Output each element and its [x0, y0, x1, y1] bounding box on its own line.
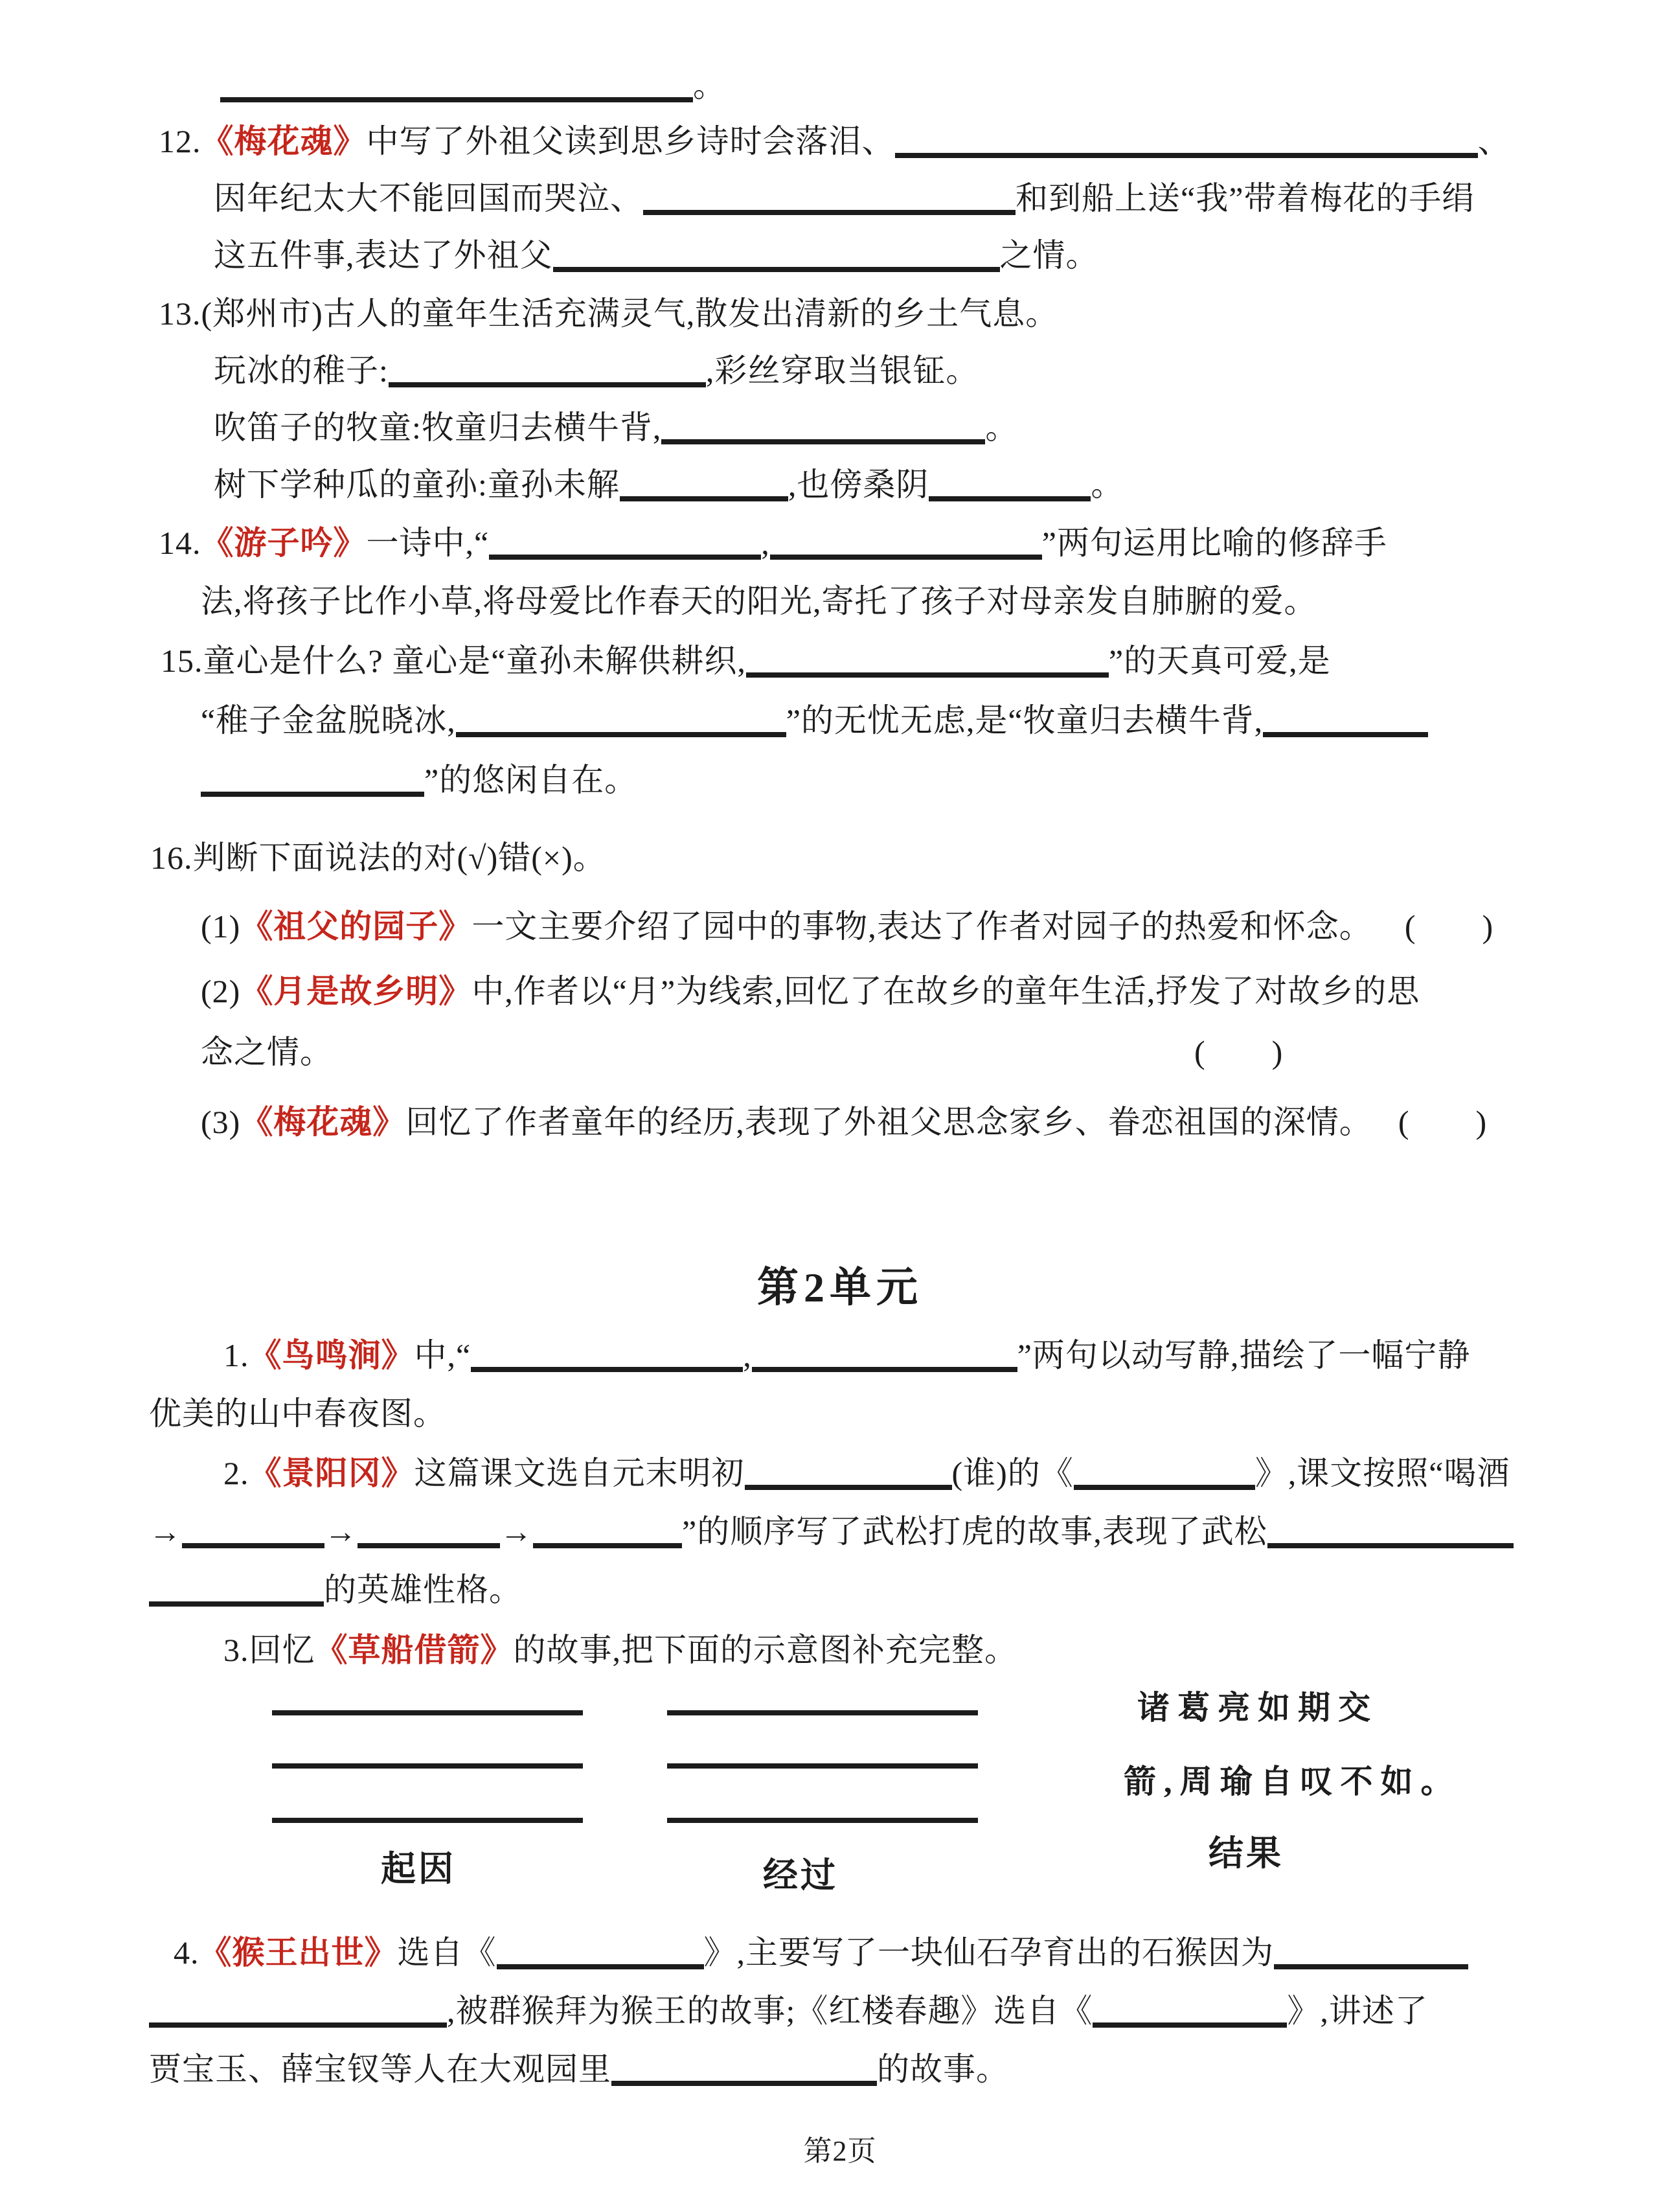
unit2-question-2-line-3 — [149, 1569, 522, 1611]
diagram-blank-line — [272, 1763, 583, 1769]
blank-underline — [1093, 2012, 1287, 2028]
diagram-blank-line — [272, 1818, 583, 1823]
text-run: , — [761, 525, 770, 561]
text-run: 。 — [1091, 466, 1124, 503]
blank-underline — [471, 1357, 743, 1372]
answer-paren: ( ) — [1194, 1034, 1284, 1070]
diagram-blank-line — [667, 1710, 978, 1715]
blank-underline — [389, 372, 706, 387]
text-run: 2. — [223, 1455, 249, 1491]
question-15-line-2 — [201, 700, 1428, 742]
text-run: → — [324, 1513, 358, 1550]
text-run: 15.童心是什么? 童心是“童孙未解供耕织, — [161, 643, 746, 679]
answer-paren: ( ) — [1398, 1104, 1488, 1140]
question-12-line-3 — [214, 235, 1099, 277]
diagram-result-text: 诸葛亮如期交 — [1137, 1690, 1378, 1726]
blank-underline — [358, 1533, 500, 1548]
text-run: 这五件事,表达了外祖父 — [214, 237, 553, 273]
spacer — [1372, 1132, 1398, 1133]
text-run: 》,主要写了一块仙石孕育出的石猴因为 — [703, 1934, 1274, 1971]
question-12-line-2 — [214, 178, 1475, 220]
text-run: (谁)的《 — [951, 1455, 1074, 1491]
text-run: 一文主要介绍了园中的事物,表达了作者对园子的热爱和怀念。 — [471, 908, 1372, 945]
unit2-question-3-stem — [223, 1629, 1017, 1671]
unit2-question-1-line-1 — [223, 1335, 1470, 1377]
unit2-question-4-line-2 — [149, 1990, 1428, 2032]
book-title: 《梅花魂》 — [240, 1104, 406, 1140]
text-run: ,被群猴拜为猴王的故事;《红楼春趣》选自《 — [447, 1993, 1093, 2029]
blank-underline — [489, 544, 761, 560]
blank-underline — [149, 1591, 324, 1607]
text-run: 4. — [174, 1934, 199, 1971]
text-run: 因年纪太大不能回国而哭泣、 — [214, 180, 643, 216]
unit2-question-2-line-1 — [223, 1452, 1510, 1495]
text-run: 中写了外祖父读到思乡诗时会落泪、 — [366, 123, 895, 159]
unit-heading — [0, 1261, 1680, 1314]
unit2-question-4-line-3 — [149, 2048, 1009, 2091]
diagram-label: 经过 — [763, 1856, 838, 1895]
text-run: 的故事。 — [877, 2051, 1009, 2087]
answer-paren: ( ) — [1404, 908, 1494, 945]
unit2-question-1-line-2 — [149, 1393, 446, 1435]
question-15-line-3 — [201, 759, 637, 801]
text-run: 法,将孩子比作小草,将母爱比作春天的阳光,寄托了孩子对母亲发自肺腑的爱。 — [201, 583, 1317, 619]
text-run: 回忆了作者童年的经历,表现了外祖父思念家乡、眷恋祖国的深情。 — [405, 1104, 1372, 1140]
text-run: ,彩丝穿取当银钲。 — [705, 352, 979, 389]
question-16-item-3 — [201, 1101, 1487, 1143]
text-run: 玩冰的稚子: — [214, 352, 389, 389]
question-14-line-2 — [201, 580, 1317, 623]
question-16-item-2 — [201, 970, 1420, 1013]
question-14-line-1 — [159, 522, 1387, 564]
text-run: 。 — [693, 67, 726, 104]
blank-underline — [895, 143, 1478, 158]
book-title: 《祖父的园子》 — [240, 908, 472, 945]
text-run: 13.(郑州市)古人的童年生活充满灵气,散发出清新的乡土气息。 — [159, 295, 1059, 332]
book-title: 《梅花魂》 — [201, 123, 367, 159]
question-13-line-1 — [159, 293, 1058, 335]
text-run: 树下学种瓜的童孙:童孙未解 — [214, 466, 620, 503]
blank-underline — [456, 722, 786, 737]
blank-underline — [1263, 722, 1428, 737]
blank-underline — [929, 486, 1091, 501]
text-run: 和到船上送“我”带着梅花的手绢 — [1016, 180, 1475, 216]
diagram-result-text: 箭,周瑜自叹不如。 — [1124, 1763, 1461, 1800]
text-run: 的故事,把下面的示意图补充完整。 — [513, 1632, 1017, 1668]
question-13-line-4 — [214, 464, 1124, 506]
text-run: 念之情。 — [201, 1034, 333, 1070]
blank-underline — [611, 2070, 877, 2086]
blank-underline — [1267, 1533, 1514, 1548]
blank-underline — [182, 1533, 324, 1548]
book-title: 《草船借箭》 — [315, 1632, 514, 1668]
text-run: 优美的山中春夜图。 — [149, 1395, 446, 1432]
text-run: , — [743, 1337, 752, 1373]
text-run: ,也傍桑阴 — [788, 466, 929, 503]
text-run: “稚子金盆脱晓冰, — [201, 702, 456, 739]
question-16-stem — [150, 837, 606, 879]
text-run: ”两句以动写静,描绘了一幅宁静 — [1017, 1337, 1471, 1373]
text-run: 12. — [159, 123, 201, 159]
blank-underline — [770, 544, 1042, 560]
blank-underline — [201, 781, 424, 797]
text-run: 贾宝玉、薛宝钗等人在大观园里 — [149, 2051, 611, 2087]
question-12-line-1 — [159, 120, 1511, 163]
blank-underline — [752, 1357, 1017, 1372]
blank-underline — [533, 1533, 682, 1548]
blank-underline — [553, 257, 1000, 272]
text-run: ”两句运用比喻的修辞手 — [1041, 525, 1387, 561]
blank-underline — [1274, 1954, 1468, 1969]
text-run: 16.判断下面说法的对(√)错(×)。 — [150, 840, 606, 876]
book-title: 《游子吟》 — [201, 525, 367, 561]
unit2-question-2-line-2 — [149, 1511, 1514, 1553]
book-title: 《景阳冈》 — [249, 1455, 414, 1491]
question-13-line-3 — [214, 407, 1018, 449]
blank-underline — [746, 662, 1109, 678]
text-run: 中,“ — [414, 1337, 471, 1373]
diagram-blank-line — [667, 1818, 978, 1823]
text-run: ”的无忧无虑,是“牧童归去横牛背, — [786, 702, 1264, 739]
text-run: 这篇课文选自元末明初 — [414, 1455, 745, 1491]
blank-underline — [149, 2012, 447, 2028]
blank-underline — [745, 1474, 952, 1490]
book-title: 《月是故乡明》 — [240, 973, 472, 1009]
question-13-line-2 — [214, 350, 979, 392]
text-run: → — [149, 1513, 182, 1550]
blank-underline — [220, 87, 693, 102]
text-run: 。 — [985, 409, 1019, 446]
text-run: → — [500, 1513, 533, 1550]
text-run: (3) — [201, 1104, 241, 1140]
text-run: 》,讲述了 — [1287, 1993, 1428, 2029]
diagram-label: 结果 — [1209, 1834, 1284, 1873]
text-run: 》,课文按照“喝酒 — [1254, 1455, 1510, 1491]
text-run: ”的顺序写了武松打虎的故事,表现了武松 — [682, 1513, 1267, 1550]
blank-underline — [1074, 1474, 1255, 1490]
blank-underline — [661, 429, 985, 444]
book-title: 《猴王出世》 — [199, 1934, 398, 1971]
spacer — [333, 1062, 1194, 1063]
unit2-question-4-line-1 — [174, 1932, 1468, 1974]
text-run: (2) — [201, 973, 241, 1009]
question-16-item-2-cont — [201, 1031, 1283, 1073]
text-run: 中,作者以“月”为线索,回忆了在故乡的童年生活,抒发了对故乡的思 — [471, 973, 1420, 1009]
text-run: 吹笛子的牧童:牧童归去横牛背, — [214, 409, 662, 446]
text-run: 3.回忆 — [223, 1632, 315, 1668]
text-run: ”的悠闲自在。 — [424, 762, 638, 798]
blank-underline — [643, 200, 1016, 215]
question-16-item-1 — [201, 906, 1493, 948]
book-title: 《鸟鸣涧》 — [249, 1337, 414, 1373]
text-run: 14. — [159, 525, 201, 561]
leftover-blank-line — [220, 65, 726, 107]
diagram-blank-line — [667, 1763, 978, 1769]
page-number: 第2页 — [803, 2135, 877, 2167]
blank-underline — [620, 486, 788, 501]
text-run: 1. — [223, 1337, 249, 1373]
diagram-label: 起因 — [381, 1850, 456, 1888]
text-run: ”的天真可爱,是 — [1108, 643, 1331, 679]
question-15-line-1 — [161, 640, 1331, 682]
text-run: 、 — [1477, 123, 1511, 159]
text-run: 一诗中,“ — [366, 525, 490, 561]
text-run: 选自《 — [397, 1934, 497, 1971]
text-run: (1) — [201, 908, 241, 945]
diagram-blank-line — [272, 1710, 583, 1715]
text-run: 之情。 — [999, 237, 1099, 273]
text-run: 的英雄性格。 — [324, 1572, 522, 1608]
blank-underline — [497, 1954, 704, 1969]
text-run: 第2单元 — [757, 1265, 923, 1311]
